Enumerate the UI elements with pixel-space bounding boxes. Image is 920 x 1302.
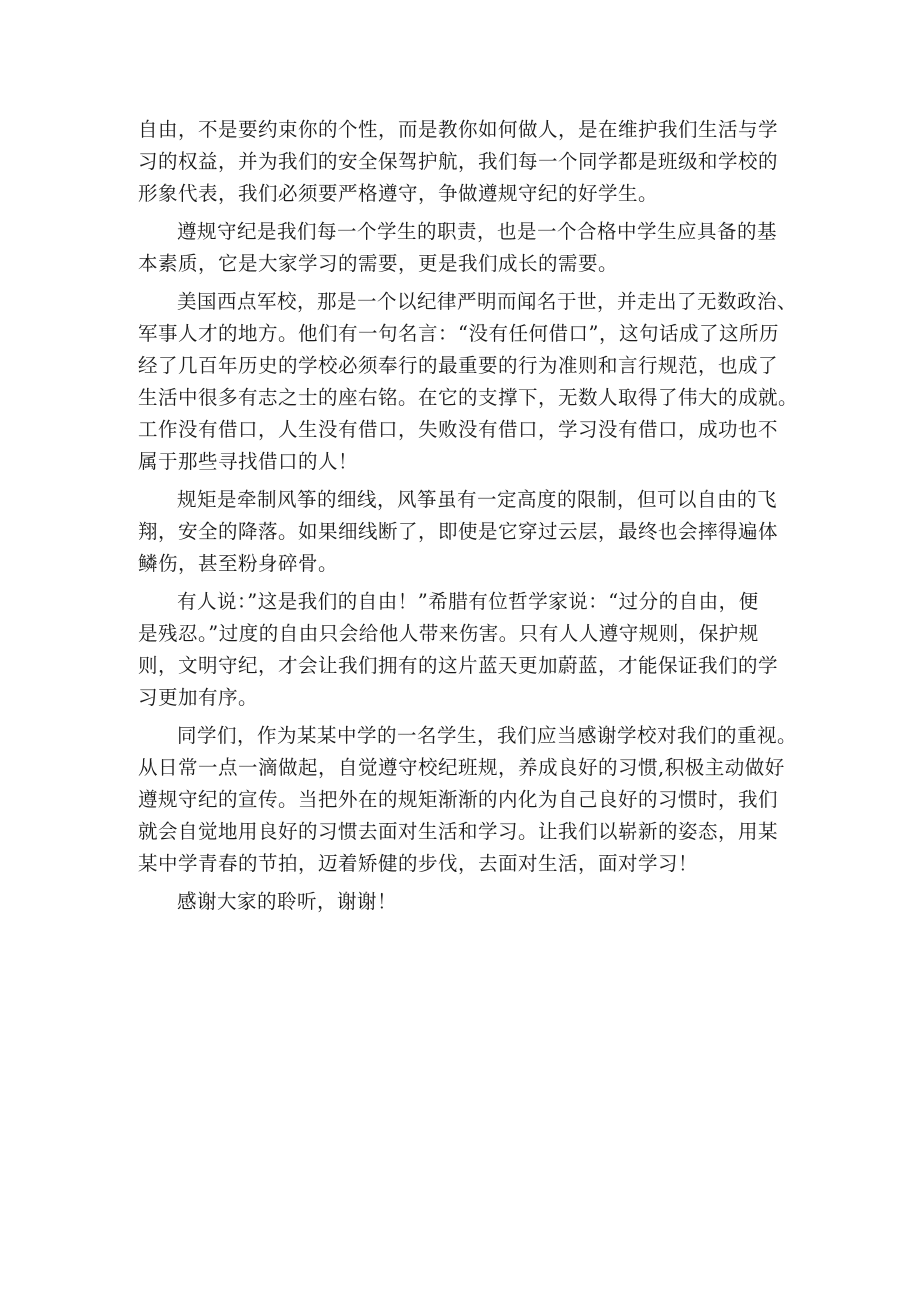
text-line: 是残忍。”过度的自由只会给他人带来伤害。只有人人遵守规则，保护规: [138, 622, 759, 645]
text-line: 工作没有借口，人生没有借口，失败没有借口，学习没有借口，成功也不: [138, 418, 779, 441]
text-line: 就会自觉地用良好的习惯去面对生活和学习。让我们以崭新的姿态，用某: [138, 820, 779, 843]
paragraph-4: [138, 484, 794, 580]
text-line: 有人说：”这是我们的自由！”希腊有位哲学家说：“过分的自由，便: [177, 590, 759, 613]
text-line: 自由，不是要约束你的个性，而是教你如何做人，是在维护我们生活与学: [138, 118, 779, 141]
paragraph-5: [138, 586, 794, 714]
text-line: 翔，安全的降落。如果细线断了，即使是它穿过云层，最终也会摔得遍体: [138, 520, 779, 543]
text-line: 鳞伤，甚至粉身碎骨。: [138, 552, 339, 575]
text-line: 规矩是牵制风筝的细线，风筝虽有一定高度的限制，但可以自由的飞: [177, 488, 778, 511]
text-line: 习更加有序。: [138, 686, 259, 709]
text-line: 本素质，它是大家学习的需要，更是我们成长的需要。: [138, 252, 619, 275]
text-line: 遵规守纪是我们每一个学生的职责，也是一个合格中学生应具备的基: [177, 220, 778, 243]
text-line: 属于那些寻找借口的人！: [138, 450, 359, 473]
text-line: 美国西点军校，那是一个以纪律严明而闻名于世，并走出了无数政治、: [177, 290, 798, 313]
document-body: [138, 114, 799, 924]
paragraph-2: [138, 216, 794, 280]
paragraph-6: [138, 720, 798, 880]
paragraph-7: [138, 886, 794, 918]
text-line: 生活中很多有志之士的座右铭。在它的支撑下，无数人取得了伟大的成就。: [138, 386, 799, 409]
paragraph-3: [138, 286, 799, 478]
text-line: 经了几百年历史的学校必须奉行的最重要的行为准则和言行规范，也成了: [138, 354, 779, 377]
text-line: 形象代表，我们必须要严格遵守，争做遵规守纪的好学生。: [138, 182, 659, 205]
text-line: 则，文明守纪，才会让我们拥有的这片蓝天更加蔚蓝，才能保证我们的学: [138, 654, 779, 677]
text-line: 同学们，作为某某中学的一名学生，我们应当感谢学校对我们的重视。: [177, 724, 798, 747]
text-line: 习的权益，并为我们的安全保驾护航，我们每一个同学都是班级和学校的: [138, 150, 779, 173]
paragraph-1: [138, 114, 794, 210]
text-line: 感谢大家的聆听，谢谢！: [177, 890, 398, 913]
text-line: 某中学青春的节拍，迈着矫健的步伐，去面对生活，面对学习！: [138, 852, 699, 875]
text-line: 遵规守纪的宣传。当把外在的规矩渐渐的内化为自己良好的习惯时，我们: [138, 788, 779, 811]
text-line: 从日常一点一滴做起，自觉遵守校纪班规，养成良好的习惯,积极主动做好: [138, 756, 785, 779]
text-line: 军事人才的地方。他们有一句名言：“没有任何借口”，这句话成了这所历: [138, 322, 779, 345]
